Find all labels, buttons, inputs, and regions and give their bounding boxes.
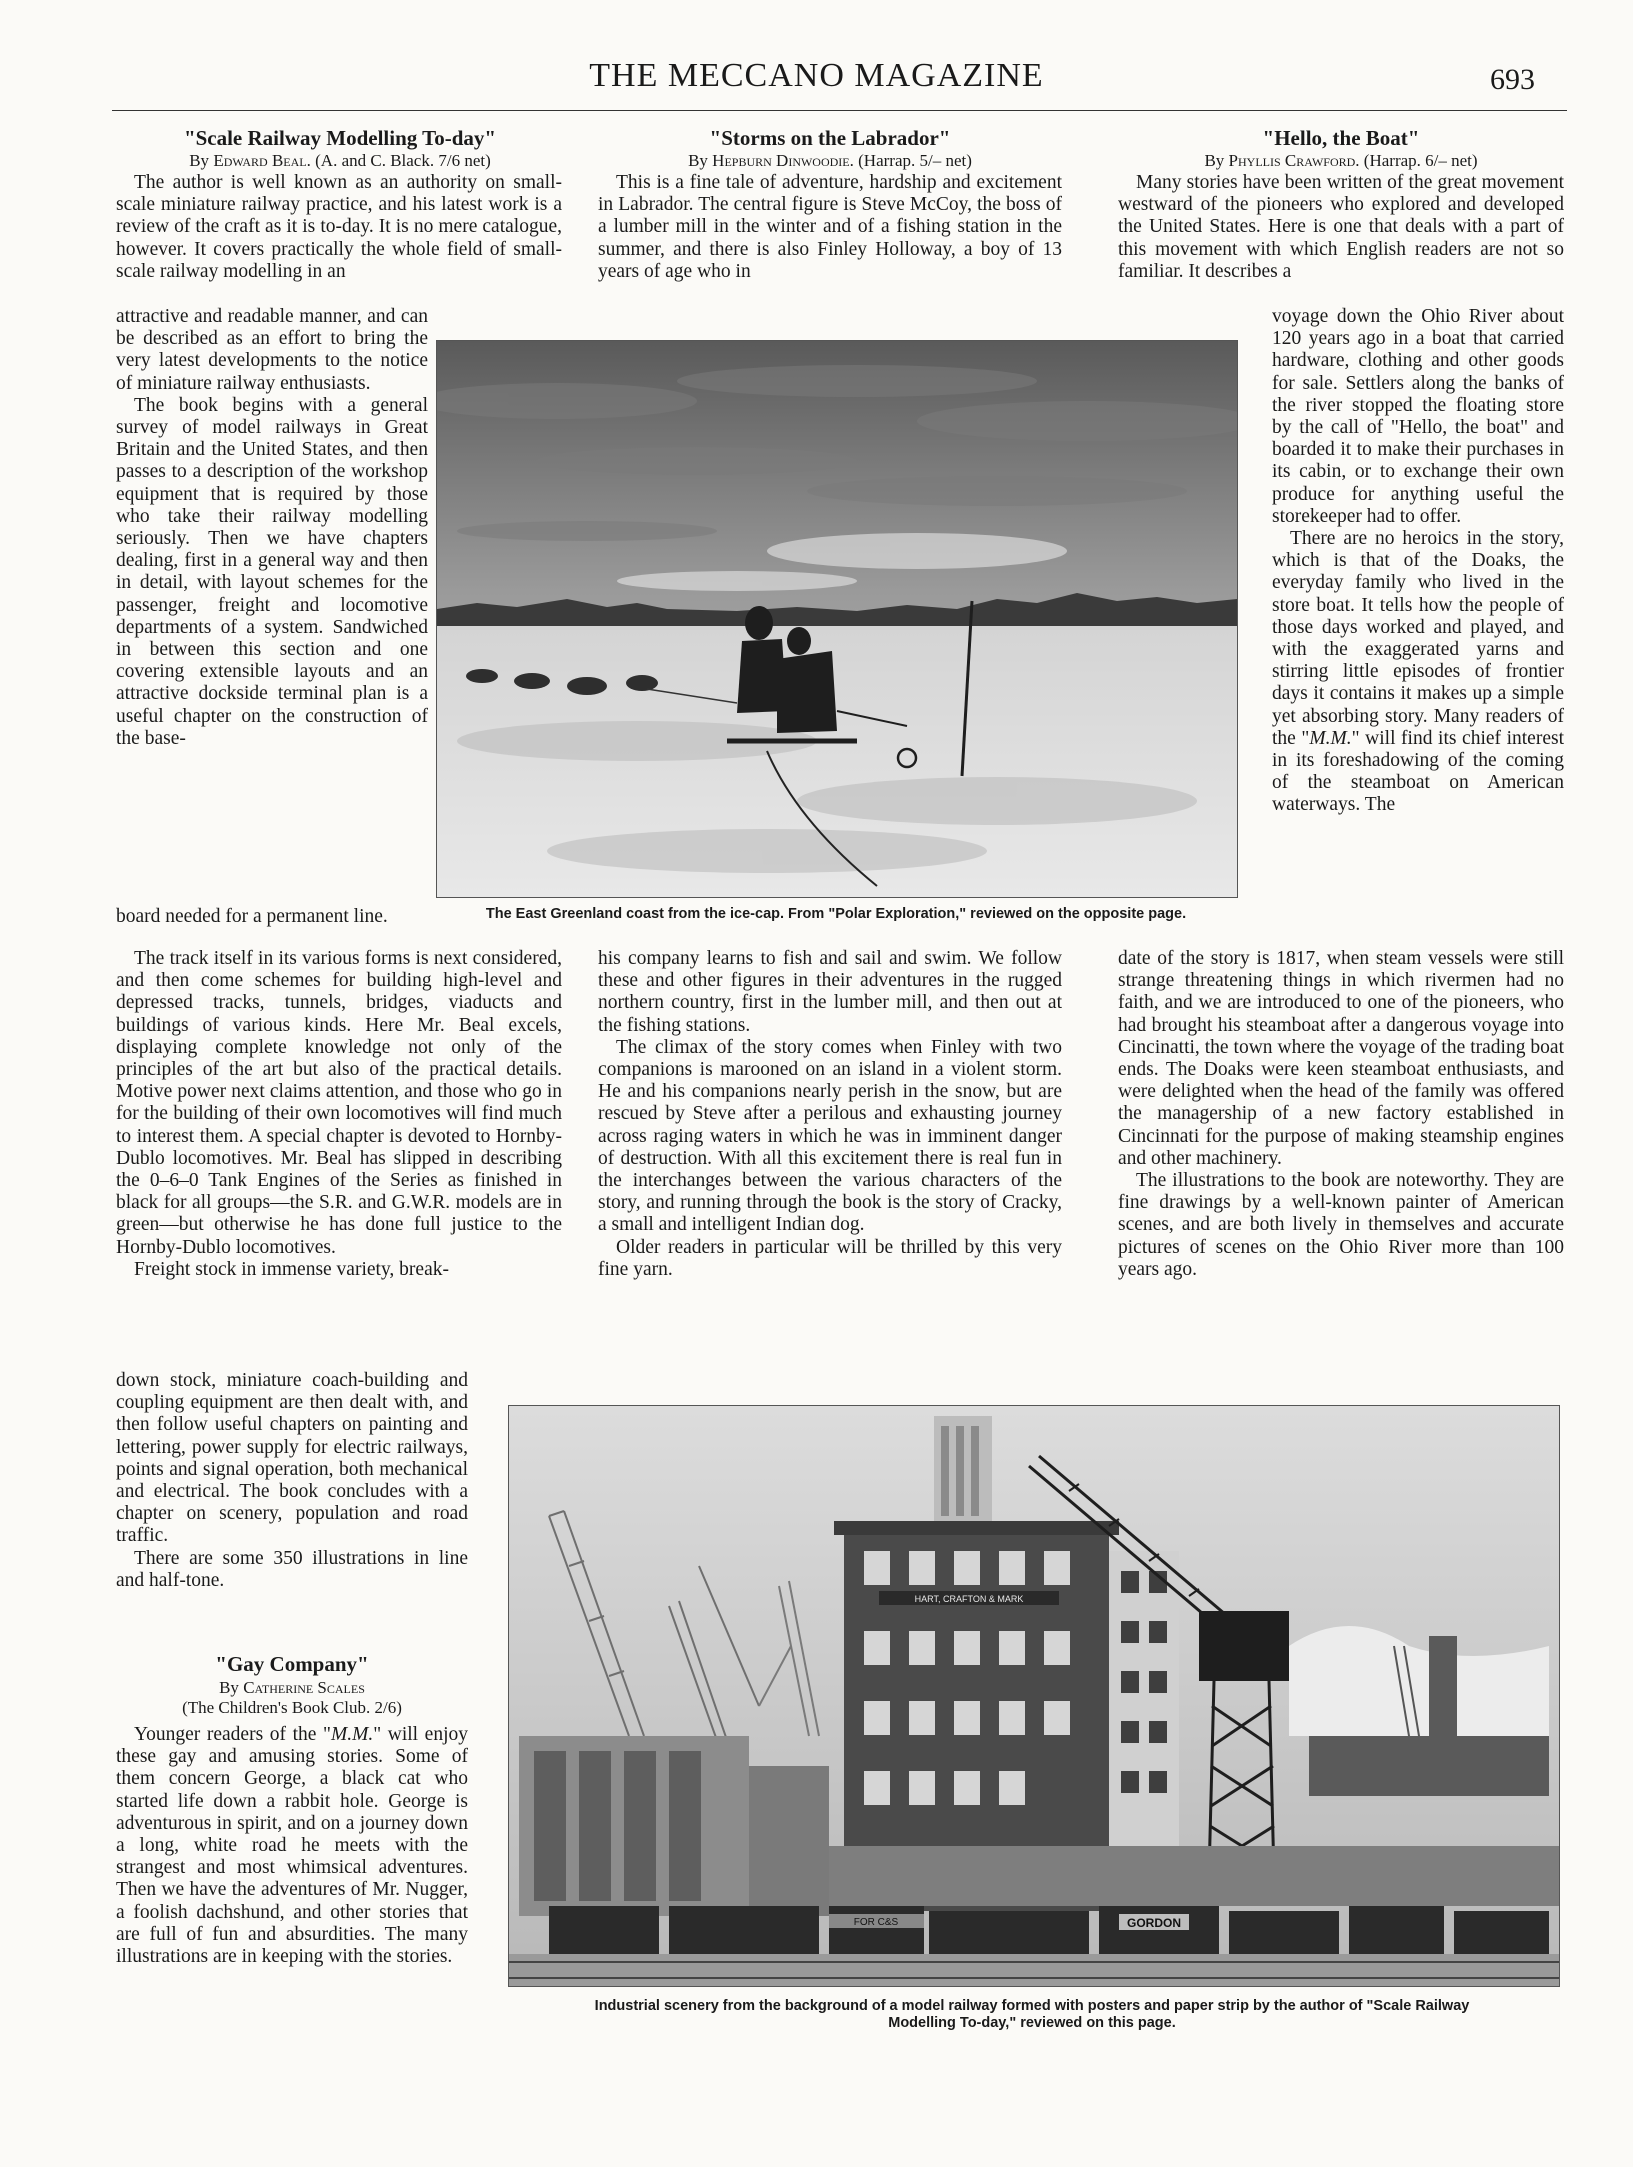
- byline-prefix: By: [688, 151, 713, 170]
- publisher: . (Harrap. 5/– net): [849, 151, 972, 170]
- photo-industrial-caption-line1: Industrial scenery from the background of a model railway formed with posters and paper strip by the author of "Scale Railway: [594, 1998, 1470, 2014]
- paragraph: The illustrations to the book are noteworthy. They are fine drawings by a well-known painter of American scenes, and are both lively in themselves and accurate pictures of scenes on the Ohio River more than 100 years ago.: [1118, 1170, 1564, 1280]
- photo-industrial-image: [509, 1406, 1559, 1986]
- text-block-narrow: [116, 306, 428, 750]
- review-title-gay-company: "Gay Company": [215, 1652, 369, 1676]
- paragraph: Older readers in particular will be thrilled by this very fine yarn.: [598, 1236, 1062, 1280]
- byline-prefix: By: [189, 151, 214, 170]
- author-name: Edward Beal: [213, 151, 307, 170]
- review-title-hello-boat: "Hello, the Boat": [1262, 126, 1420, 150]
- paragraph: attractive and readable manner, and can be described as an effort to bring the very latest developments to the notice of miniature railway enthusiasts.: [116, 306, 428, 394]
- photo-industrial-scenery: [508, 1405, 1560, 1987]
- paragraph: [116, 1724, 468, 1968]
- author-name: Hepburn Dinwoodie: [712, 151, 850, 170]
- text-run: Younger readers of the ": [134, 1724, 331, 1745]
- publisher: (The Children's Book Club. 2/6): [182, 1698, 402, 1717]
- text-block: [1118, 948, 1564, 1281]
- text-block-wide: [116, 948, 562, 1281]
- author-name: Catherine Scales: [243, 1678, 365, 1697]
- page-number: 693: [1490, 63, 1535, 96]
- text-run: There are no heroics in the story, which is that of the Doaks, the everyday family who lived in the store boat. It tells how the people of those days worked and played, and with the exaggerated yarns and stirring little episodes of frontier days it contains it makes up a simple yet absorbing story. Many readers of the ": [1272, 528, 1564, 749]
- review-title-storms-labrador: "Storms on the Labrador": [709, 126, 951, 150]
- review-byline-hello-boat: [1118, 151, 1564, 171]
- text-run: " will enjoy these gay and amusing stories. Some of them concern George, a black cat who started life down a rabbit hole. George is adventurous in spirit, and on a journey down a long, white road he meets with the strangest and most whimsical adventures. Then we have the adventures of Mr. Nugger, a foolish dachshund, and other stories that are full of fun and absurdities. The many illustrations are in keeping with the stories.: [116, 1724, 468, 1968]
- header-rule: [112, 110, 1567, 111]
- paragraph: The book begins with a general survey of model railways in Great Britain and the United States, and then passes to a description of the workshop equipment that is required by those who take their railway modelling seriously. Then we have chapters dealing, first in a general way and then in detail, with layout schemes for the passenger, freight and locomotive departments of a system. Sandwiched in between this section and one covering extensible layouts and an attractive dockside terminal plan is a useful chapter on the construction of the base-: [116, 394, 428, 749]
- magazine-abbrev: M.M.: [1309, 727, 1352, 749]
- paragraph: The climax of the story comes when Finley with two companions is marooned on an island in a violent storm. He and his companions nearly perish in the snow, but are rescued by Steve after a perilous and exhausting journey across raging waters in which he was in imminent danger of destruction. With all this excitement there is real fun in the interchanges between the various characters of the story, and running through the book is the story of Cracky, a small and intelligent Indian dog.: [598, 1036, 1062, 1236]
- photo-greenland-caption: The East Greenland coast from the ice-cap. From "Polar Exploration," reviewed on the opposite page.: [485, 906, 1187, 922]
- wagon-label-2: FOR C&S: [853, 1917, 899, 1928]
- byline-prefix: By: [1204, 151, 1229, 170]
- text-run: " will find its chief interest in its foreshadowing of the coming of the steamboat on American waterways. The: [1272, 727, 1564, 816]
- wagon-label: GORDON: [1127, 1916, 1181, 1930]
- text-block-lower: [116, 1370, 468, 1592]
- building-sign: HART, CRAFTON & MARK: [914, 1594, 1024, 1604]
- paragraph: The track itself in its various forms is next considered, and then come schemes for building high-level and depressed tracks, tunnels, bridges, viaducts and buildings of various kinds. Here Mr. Beal excels, displaying complete knowledge not only of the principles of the art but also of the practical details. Motive power next claims attention, and those who go in for the building of their own locomotives will find much to interest them. A special chapter is devoted to Hornby-Dublo locomotives. Mr. Beal has slipped in describing the 0–6–0 Tank Engines of the Series as finished in black for all groups—the S.R. and G.W.R. models are in green—but otherwise he has done full justice to the Hornby-Dublo locomotives.: [116, 948, 562, 1258]
- review-byline-gay-company: [116, 1678, 468, 1698]
- paragraph: date of the story is 1817, when steam vessels were still strange threatening things in which rivermen had no faith, and we are introduced to one of the pioneers, who had brought his steamboat after a dangerous voyage into Cincinatti, the town where the voyage of the trading boat ends. The Doaks were keen steamboat enthusiasts, and were delighted when the head of the family was offered the managership of a new factory established in Cincinnati for the purpose of making steamship engines and other machinery.: [1118, 948, 1564, 1169]
- photo-industrial-caption-line2: Modelling To-day," reviewed on this page.: [888, 2015, 1176, 2031]
- magazine-abbrev: M.M.: [330, 1724, 374, 1745]
- review-byline-storms-labrador: [598, 151, 1062, 171]
- byline-prefix: By: [219, 1678, 244, 1697]
- magazine-title: THE MECCANO MAGAZINE: [589, 57, 1044, 94]
- text-block-narrow: [1272, 306, 1564, 817]
- text-block: [598, 948, 1062, 1281]
- paragraph: The author is well known as an authority on small-scale miniature railway practice, and his latest work is a review of the craft as it is to-day. It is no mere catalogue, however. It covers practically the whole field of small-scale railway modelling in an: [116, 172, 562, 282]
- publisher: . (Harrap. 6/– net): [1355, 151, 1478, 170]
- paragraph: This is a fine tale of adventure, hardship and excitement in Labrador. The central figure is Steve McCoy, the boss of a lumber mill in the winter and of a fishing station in the summer, and there is also Finley Holloway, a boy of 13 years of age who in: [598, 172, 1062, 282]
- paragraph: voyage down the Ohio River about 120 years ago in a boat that carried hardware, clothing and other goods for sale. Settlers along the banks of the river stopped the floating store by the call of "Hello, the boat" and boarded it to make their purchases in its cabin, or to exchange their own produce for anything useful the storekeeper had to offer.: [1272, 306, 1564, 527]
- publisher: . (A. and C. Black. 7/6 net): [306, 151, 491, 170]
- paragraph: There are some 350 illustrations in line and half-tone.: [116, 1547, 468, 1591]
- review-byline-scale-railway: [116, 151, 564, 171]
- paragraph: his company learns to fish and sail and swim. We follow these and other figures in their adventures in the rugged northern country, first in the lumber mill, and then out at the fishing stations.: [598, 948, 1062, 1036]
- paragraph: Freight stock in immense variety, break-: [134, 1258, 449, 1280]
- paragraph: down stock, miniature coach-building and coupling equipment are then dealt with, and then follow useful chapters on painting and lettering, power supply for electric railways, points and signal operation, both mechanical and electrical. The book concludes with a chapter on scenery, population and road traffic.: [116, 1370, 468, 1547]
- paragraph: board needed for a permanent line.: [116, 906, 388, 927]
- photo-greenland-icecap: [436, 340, 1238, 898]
- paragraph: [1272, 528, 1564, 817]
- photo-greenland-image: [437, 341, 1237, 897]
- review-title-scale-railway: "Scale Railway Modelling To-day": [183, 126, 497, 150]
- paragraph: Many stories have been written of the great movement westward of the pioneers who explored and developed the United States. Here is one that deals with a part of this movement with which English readers are not so familiar. It describes a: [1118, 172, 1564, 282]
- author-name: Phyllis Crawford: [1228, 151, 1356, 170]
